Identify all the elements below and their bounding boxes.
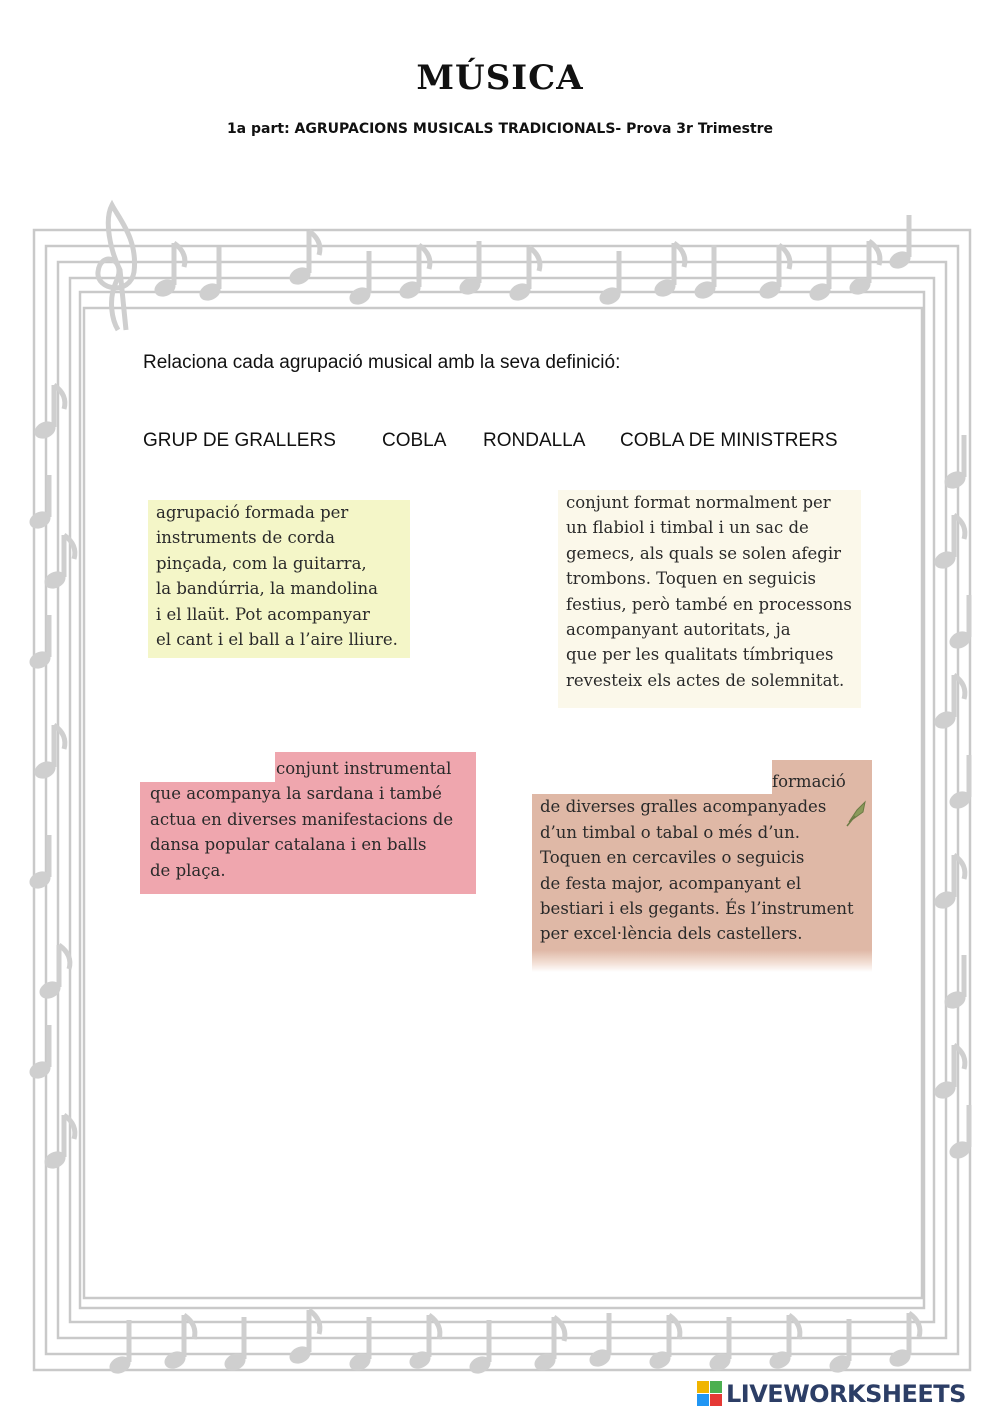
music-note-icon [647,1315,680,1372]
definition-line: i el llaüt. Pot acompanyar [156,604,370,624]
page-title: MÚSICA [416,58,584,98]
definition-line: que acompanya la sardana i també [150,784,442,804]
definition-line: conjunt format normalment per [566,493,831,512]
definition-line: pinçada, com la guitarra, [156,553,367,573]
definition-card-rondalla[interactable] [148,500,410,658]
music-note-icon [397,245,430,302]
music-note-icon [807,247,834,304]
definition-line: per excel·lència dels castellers. [540,924,803,944]
music-note-icon [532,1317,565,1374]
definition-line: instruments de corda [156,528,335,548]
music-note-icon [932,515,965,572]
music-note-icon [347,1317,374,1374]
term-cobla[interactable]: COBLA [382,430,447,451]
definition-line: de festa major, acompanyant el [540,873,802,893]
music-note-icon [597,251,624,308]
term-rondalla[interactable]: RONDALLA [483,430,586,451]
music-note-icon [507,247,540,304]
definition-line: la bandúrria, la mandolina [156,579,378,599]
music-note-icon [287,231,320,288]
definition-line: d’un timbal o tabal o més d’un. [540,822,800,842]
term-cobla-de-ministrers[interactable]: COBLA DE MINISTRERS [620,430,838,451]
definition-line: un flabiol i timbal i un sac de [566,518,809,538]
music-note-icon [692,245,719,302]
music-note-icon [932,1045,965,1102]
music-note-icon [887,215,914,272]
definition-line: el cant i el ball a l’aire lliure. [156,630,398,650]
definition-line: revesteix els actes de solemnitat. [566,670,845,690]
music-note-icon [347,251,374,308]
music-note-icon [37,945,70,1002]
music-note-icon [707,1317,734,1374]
music-note-icon [32,725,65,782]
music-note-icon [932,675,965,732]
music-note-icon [932,855,965,912]
definition-line: Toquen en cercaviles o seguicis [540,848,805,868]
music-note-icon [222,1317,249,1374]
definition-line: acompanyant autoritats, ja [566,620,791,640]
liveworksheets-logo[interactable] [697,1378,966,1410]
term-grup-de-grallers[interactable]: GRUP DE GRALLERS [143,430,336,451]
music-note-icon [847,241,880,298]
instruction-text: Relaciona cada agrupació musical amb la seva definició: [143,352,621,373]
music-note-icon [27,615,54,672]
quill-icon [845,798,869,828]
definition-line: conjunt instrumental [276,759,452,778]
music-note-icon [27,835,54,892]
definition-line: bestiari i els gegants. És l’instrument [540,899,854,919]
definition-line: actua en diverses manifestacions de [150,809,454,829]
card-torn-edge [532,950,872,972]
definition-line: de diverses gralles acompanyades [540,797,827,817]
music-note-icon [107,1320,134,1377]
music-note-icon [27,1025,54,1082]
music-note-icon [767,1315,800,1372]
definition-line: formació [772,772,846,791]
music-note-icon [467,1320,494,1377]
liveworksheets-icon [697,1381,723,1407]
music-note-icon [27,475,54,532]
music-note-icon [827,1319,854,1376]
page-subtitle: 1a part: AGRUPACIONS MUSICALS TRADICIONALS- Prova 3r Trimestre [226,121,774,137]
definition-line: de plaça. [150,860,226,880]
definition-card-cobla-de-ministrers[interactable] [558,490,861,708]
definition-line: trombons. Toquen en seguicis [566,569,816,589]
music-note-icon [757,245,790,302]
liveworksheets-brand: LIVEWORKSHEETS [726,1380,966,1408]
music-note-icon [32,385,65,442]
music-note-icon [407,1315,440,1372]
music-note-icon [457,241,484,298]
music-note-icon [162,1315,195,1372]
music-note-icon [197,247,224,304]
definition-line: dansa popular catalana i en balls [150,835,427,855]
definition-line: agrupació formada per [156,503,349,522]
definition-card-grup-de-grallers[interactable] [532,760,872,972]
definition-card-cobla[interactable] [140,752,476,894]
definition-line: festius, però també en processons [566,594,852,614]
definition-line: que per les qualitats tímbriques [566,645,834,665]
definition-line: gemecs, als quals se solen afegir [566,543,842,563]
